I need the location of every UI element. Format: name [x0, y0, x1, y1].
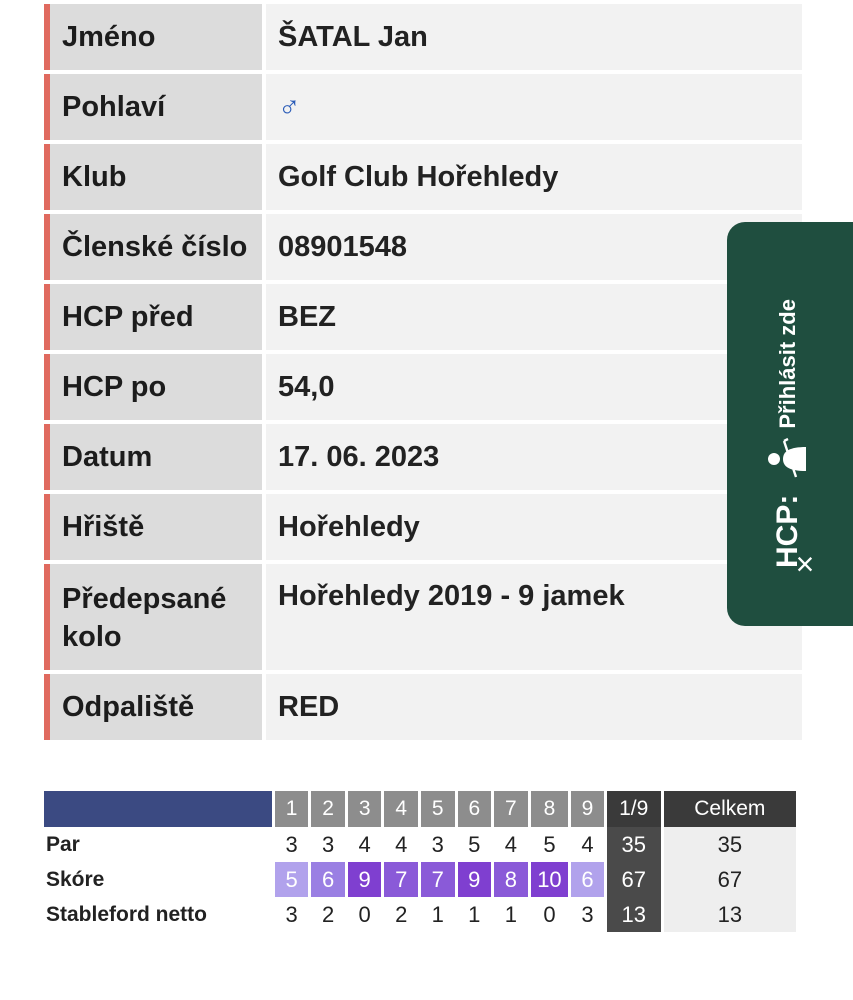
stableford-cell: 3 [571, 897, 604, 932]
stableford-cell: 1 [421, 897, 455, 932]
par-total: 35 [664, 827, 796, 862]
score-cell: 6 [571, 862, 604, 897]
golfer-icon [766, 437, 810, 481]
hole-header: 9 [571, 791, 604, 827]
info-row-date [44, 424, 802, 490]
info-label: HCP po [44, 354, 262, 420]
info-row-tee [44, 674, 802, 740]
par-cell: 4 [494, 827, 528, 862]
info-value: 08901548 [266, 214, 802, 280]
score-cell: 6 [311, 862, 345, 897]
info-value: BEZ [266, 284, 802, 350]
scorecard-table [41, 791, 799, 932]
info-value: Hořehledy 2019 - 9 jamek [266, 564, 802, 670]
player-info-table [44, 4, 802, 744]
par-cell: 5 [458, 827, 492, 862]
info-label: Klub [44, 144, 262, 210]
score-cell: 9 [458, 862, 492, 897]
info-value: Hořehledy [266, 494, 802, 560]
info-label: HCP před [44, 284, 262, 350]
hcp-login-text: Přihlásit zde [775, 299, 800, 429]
info-row-course [44, 494, 802, 560]
info-row-prescribed-round [44, 564, 802, 670]
score-subtotal: 67 [607, 862, 661, 897]
info-row-hcp-before [44, 284, 802, 350]
hole-header: 1 [275, 791, 309, 827]
info-row-club [44, 144, 802, 210]
info-row-member-number [44, 214, 802, 280]
info-value: ŠATAL Jan [266, 4, 802, 70]
stableford-cell: 2 [384, 897, 418, 932]
info-label: Datum [44, 424, 262, 490]
info-row-name [44, 4, 802, 70]
par-cell: 3 [421, 827, 455, 862]
info-label: Odpaliště [44, 674, 262, 740]
par-cell: 5 [531, 827, 569, 862]
row-label: Stableford netto [46, 902, 207, 926]
score-cell: 7 [421, 862, 455, 897]
total-header: Celkem [664, 791, 796, 827]
hole-header: 4 [384, 791, 418, 827]
stableford-cell: 1 [458, 897, 492, 932]
stableford-cell: 3 [275, 897, 309, 932]
hole-header: 3 [348, 791, 382, 827]
score-cell: 5 [275, 862, 309, 897]
par-subtotal: 35 [607, 827, 661, 862]
info-value: Golf Club Hořehledy [266, 144, 802, 210]
scorecard-header-row [44, 791, 796, 827]
info-row-gender [44, 74, 802, 140]
header-blank [44, 791, 272, 827]
par-cell: 4 [571, 827, 604, 862]
par-cell: 3 [311, 827, 345, 862]
stableford-cell: 1 [494, 897, 528, 932]
row-label: Par [46, 832, 80, 856]
info-value: RED [266, 674, 802, 740]
info-label: Jméno [44, 4, 262, 70]
hcp-login-label[interactable] [768, 278, 808, 568]
stableford-subtotal: 13 [607, 897, 661, 932]
info-value: 54,0 [266, 354, 802, 420]
scorecard-row-stableford [44, 897, 796, 932]
scorecard-row-par [44, 827, 796, 862]
score-cell: 10 [531, 862, 569, 897]
info-value [266, 74, 802, 140]
hole-header: 2 [311, 791, 345, 827]
row-label: Skóre [46, 867, 105, 891]
stableford-cell: 0 [348, 897, 382, 932]
stableford-total: 13 [664, 897, 796, 932]
close-icon[interactable]: × [795, 546, 815, 582]
hole-header: 8 [531, 791, 569, 827]
score-cell: 7 [384, 862, 418, 897]
score-total: 67 [664, 862, 796, 897]
hole-header: 6 [458, 791, 492, 827]
stableford-cell: 2 [311, 897, 345, 932]
par-cell: 4 [384, 827, 418, 862]
subtotal-header: 1/9 [607, 791, 661, 827]
info-label: Pohlaví [44, 74, 262, 140]
par-cell: 3 [275, 827, 309, 862]
male-icon: ♂ [278, 90, 301, 123]
score-cell: 9 [348, 862, 382, 897]
hole-header: 5 [421, 791, 455, 827]
hcp-prefix: HCP: [771, 494, 804, 568]
info-label: Hřiště [44, 494, 262, 560]
scorecard-row-score [44, 862, 796, 897]
stableford-cell: 0 [531, 897, 569, 932]
par-cell: 4 [348, 827, 382, 862]
info-label: Předepsané kolo [44, 564, 262, 670]
info-value: 17. 06. 2023 [266, 424, 802, 490]
score-cell: 8 [494, 862, 528, 897]
info-row-hcp-after [44, 354, 802, 420]
hole-header: 7 [494, 791, 528, 827]
info-label: Členské číslo [44, 214, 262, 280]
